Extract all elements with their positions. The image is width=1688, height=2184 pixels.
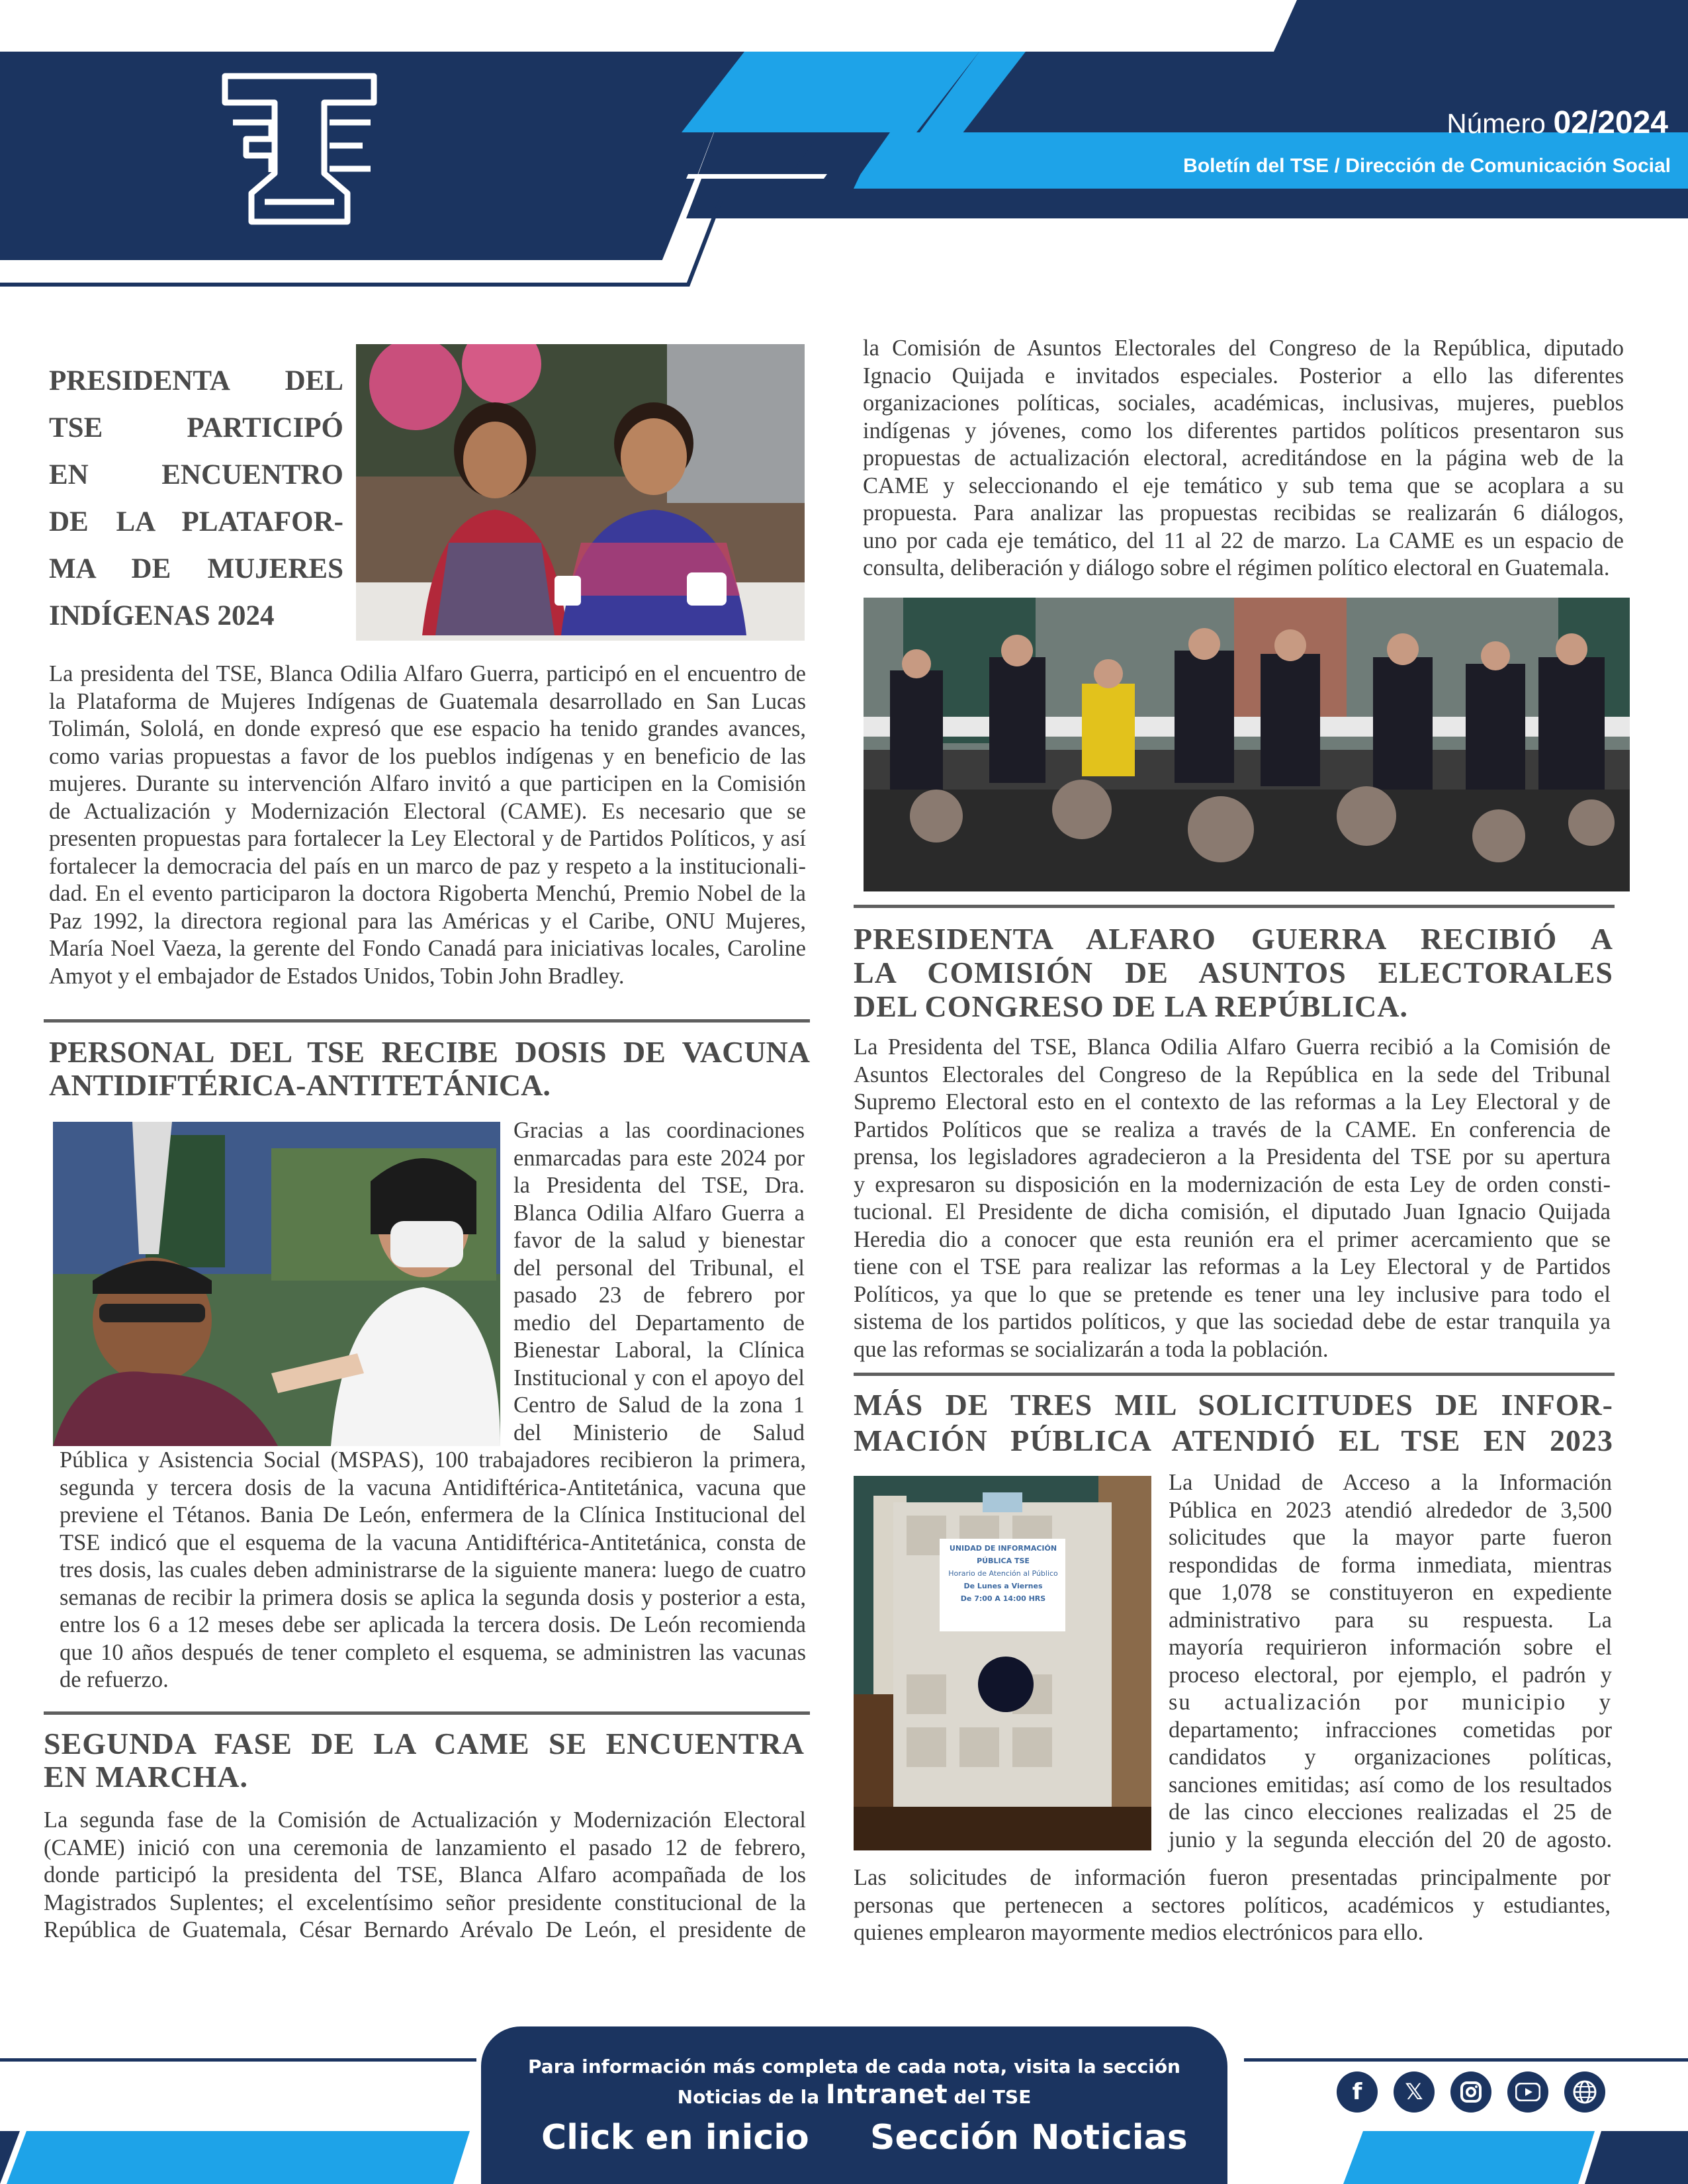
sign-line: De 7:00 A 14:00 HRS bbox=[960, 1594, 1046, 1603]
article1-title: PRESIDENTA DEL TSE PARTICIPÓ EN ENCUENTRO DE LA PLATAFOR- MA DE MUJERES INDÍGENAS 2024 bbox=[49, 365, 343, 631]
bulletin-subtitle: Boletín del TSE / Dirección de Comunicación Social bbox=[1183, 155, 1671, 177]
facebook-icon[interactable]: f bbox=[1337, 2071, 1378, 2113]
sign-line: De Lunes a Viernes bbox=[963, 1582, 1043, 1590]
web-icon[interactable] bbox=[1564, 2071, 1605, 2113]
youtube-icon[interactable] bbox=[1507, 2071, 1548, 2113]
article2-photo bbox=[53, 1122, 500, 1446]
sign-line: UNIDAD DE INFORMACIÓN bbox=[949, 1544, 1057, 1553]
article2-body-side: Gracias a las coordinaciones enmarcadas para este 2024 por la Presidenta del TSE, Dra. Blanca Odilia Alfaro Guerra a favor de la salud y bienestar del personal del Tribunal, el pasado 23 de febrero por medio del Departamento de Bienestar Laboral, la Clínica Institucional y con el apoyo del Centro de Salud de la zona 1 del Ministerio de Salud bbox=[513, 1118, 805, 1445]
article5-photo bbox=[854, 1476, 1151, 1850]
article-divider bbox=[854, 905, 1615, 908]
footer-line2: Noticias de la Intranet del TSE bbox=[677, 2079, 1032, 2110]
article-divider bbox=[854, 1373, 1615, 1376]
issue-number: Número 02/2024 bbox=[1446, 105, 1668, 140]
article4-body: La Presidenta del TSE, Blanca Odilia Alfaro Guerra recibió a la Comisión de Asuntos Electorales del Congreso de la República en la sede del Tribunal Supremo Electoral esto en el contexto de las reformas a la Ley Electoral y de Partidos Políticos que se realiza a través de la CAME. En conferencia de prensa, los legisladores agradecieron a la Presidenta del TSE por su apertura y expresaron su disposición en la modernización de esta Ley de orden consti- tucional. El Presidente de dicha comisión, el diputado Juan Ignacio Quijada Heredia dio a conocer que esta reunión era el primer acercamiento que se tiene con el TSE para realizar las reformas a la Ley Electoral y de Partidos Políticos, ya que lo que se pretende es tener una ley inclusive para todo el sistema de los partidos políticos, y que las sociedad debe de estar tranquila ya que las reformas se socializarán a toda la población. bbox=[854, 1034, 1611, 1362]
article1-photo bbox=[356, 344, 805, 641]
article2-title: PERSONAL DEL TSE RECIBE DOSIS DE VACUNA ANTIDIFTÉRICA-ANTITETÁNICA. bbox=[49, 1035, 810, 1102]
footer-line1: Para información más completa de cada nota, visita la sección bbox=[527, 2056, 1180, 2077]
article4-title: PRESIDENTA ALFARO GUERRA RECIBIÓ A LA COMISIÓN DE ASUNTOS ELECTORALES DEL CONGRESO DE LA REPÚBLICA. bbox=[854, 922, 1613, 1023]
article3-body: La segunda fase de la Comisión de Actualización y Modernización Electoral (CAME) inició con una ceremonia de lanzamiento el pasado 12 de febrero, donde participó la presidenta del TSE, Blanca Alfaro acompañada de los Magistrados Suplentes; el excelentísimo señor presidente constitucional de la República de Guatemala, César Bernardo Arévalo De León, el presidente de bbox=[44, 1807, 806, 1942]
instagram-icon[interactable] bbox=[1450, 2071, 1491, 2113]
sign-line: Horario de Atención al Público bbox=[948, 1569, 1058, 1578]
article3-body-continued: la Comisión de Asuntos Electorales del Congreso de la República, diputado Ignacio Quijada e invitados especiales. Posterior a ello las diferentes organizaciones políticas, sociales, académicas, inclusivas, mujeres, pueblos indígenas y jóvenes, como los diferentes partidos políticos presentaron sus propuestas de actualización electoral, acreditándose en la página web de la CAME y seleccionando el eje temático y sub tema que se acoplara a su propuesta. Para analizar las propuestas recibidas se realizarán 6 diálogos, uno por cada eje temático, del 11 al 22 de marzo. La CAME es un espacio de consulta, deliberación y diálogo sobre el régimen político electoral en Guatemala. bbox=[863, 336, 1624, 580]
article3-photo bbox=[864, 598, 1630, 891]
article1-body: La presidenta del TSE, Blanca Odilia Alfaro Guerra, participó en el encuentro de la Plataforma de Mujeres Indígenas de Guatemala desarrollado en San Lucas Tolimán, Sololá, en donde expresó que ese espacio ha tenido grandes avances, como varias propuestas a favor de los pueblos indígenas y en beneficio de las mujeres. Durante su intervención Alfaro invitó a que participen en la Comisión de Actualización y Modernización Electoral (CAME). Es necesario que se presenten propuestas para fortalecer la Ley Electoral y de Partidos Políticos, y así fortalecer la democracia del país en un marco de paz y respeto a la institucionali- dad. En el evento participaron la doctora Rigoberta Menchú, Premio Nobel de la Paz 1992, la directora regional para las Américas y el Caribe, ONU Mujeres, María Noel Vaeza, la gerente del Fondo Canadá para iniciativas locales, Caroline Amyot y el embajador de Estados Unidos, Tobin John Bradley. bbox=[49, 661, 806, 989]
x-icon[interactable]: 𝕏 bbox=[1394, 2071, 1435, 2113]
header-banner bbox=[0, 0, 1688, 304]
article2-body-full: Pública y Asistencia Social (MSPAS), 100 trabajadores recibieron la primera, segunda y tercera dosis de la vacuna Antidiftérica-Antitetánica, vacuna que previene el Tétanos. Bania De León, enfermera de la Clínica Institucional del TSE indicó que el esquema de la vacuna Antidiftérica-Antitetánica, consta de tres dosis, las cuales deben administrarse de la siguiente manera: luego de cuatro semanas de recibir la primera dosis se aplica la segunda dosis y posterior a esta, entre los 6 a 12 meses debe ser aplicada la tercera dosis. De León recomienda que 10 años después de tener completo el esquema, se administren las vacunas de refuerzo. bbox=[60, 1447, 806, 1692]
article5-title: MÁS DE TRES MIL SOLICITUDES DE INFOR- MACIÓN PÚBLICA ATENDIÓ EL TSE EN 2023 bbox=[854, 1388, 1613, 1457]
article5-body-full: Las solicitudes de información fueron presentadas principalmente por personas que pertenecen a sectores políticos, académicos y estudiantes, quienes emplearon mayormente medios electrónicos para ello. bbox=[854, 1865, 1611, 1945]
article-divider bbox=[44, 1019, 810, 1023]
article5-body-side: La Unidad de Acceso a la Información Pública en 2023 atendió alrededor de 3,500 solicitudes que la mayor parte fueron respondidas de forma inmediata, mientras que 1,078 se constituyeron en expediente administrativo para su respuesta. La mayoría requirieron información sobre el proceso electoral, por ejemplo, el padrón y su actualización por municipio y departamento; infracciones cometidas por candidatos y organizaciones políticas, sanciones emitidas; así como de los resultados de las cinco elecciones realizadas el 25 de junio y la segunda elección del 20 de agosto. bbox=[1169, 1470, 1612, 1852]
article3-title: SEGUNDA FASE DE LA CAME SE ENCUENTRA EN MARCHA. bbox=[44, 1727, 805, 1794]
seccion-noticias-button[interactable]: Sección Noticias bbox=[870, 2118, 1188, 2158]
article-divider bbox=[44, 1711, 810, 1715]
click-inicio-button[interactable]: Click en inicio bbox=[541, 2118, 809, 2158]
sign-line: PÚBLICA TSE bbox=[977, 1557, 1030, 1565]
